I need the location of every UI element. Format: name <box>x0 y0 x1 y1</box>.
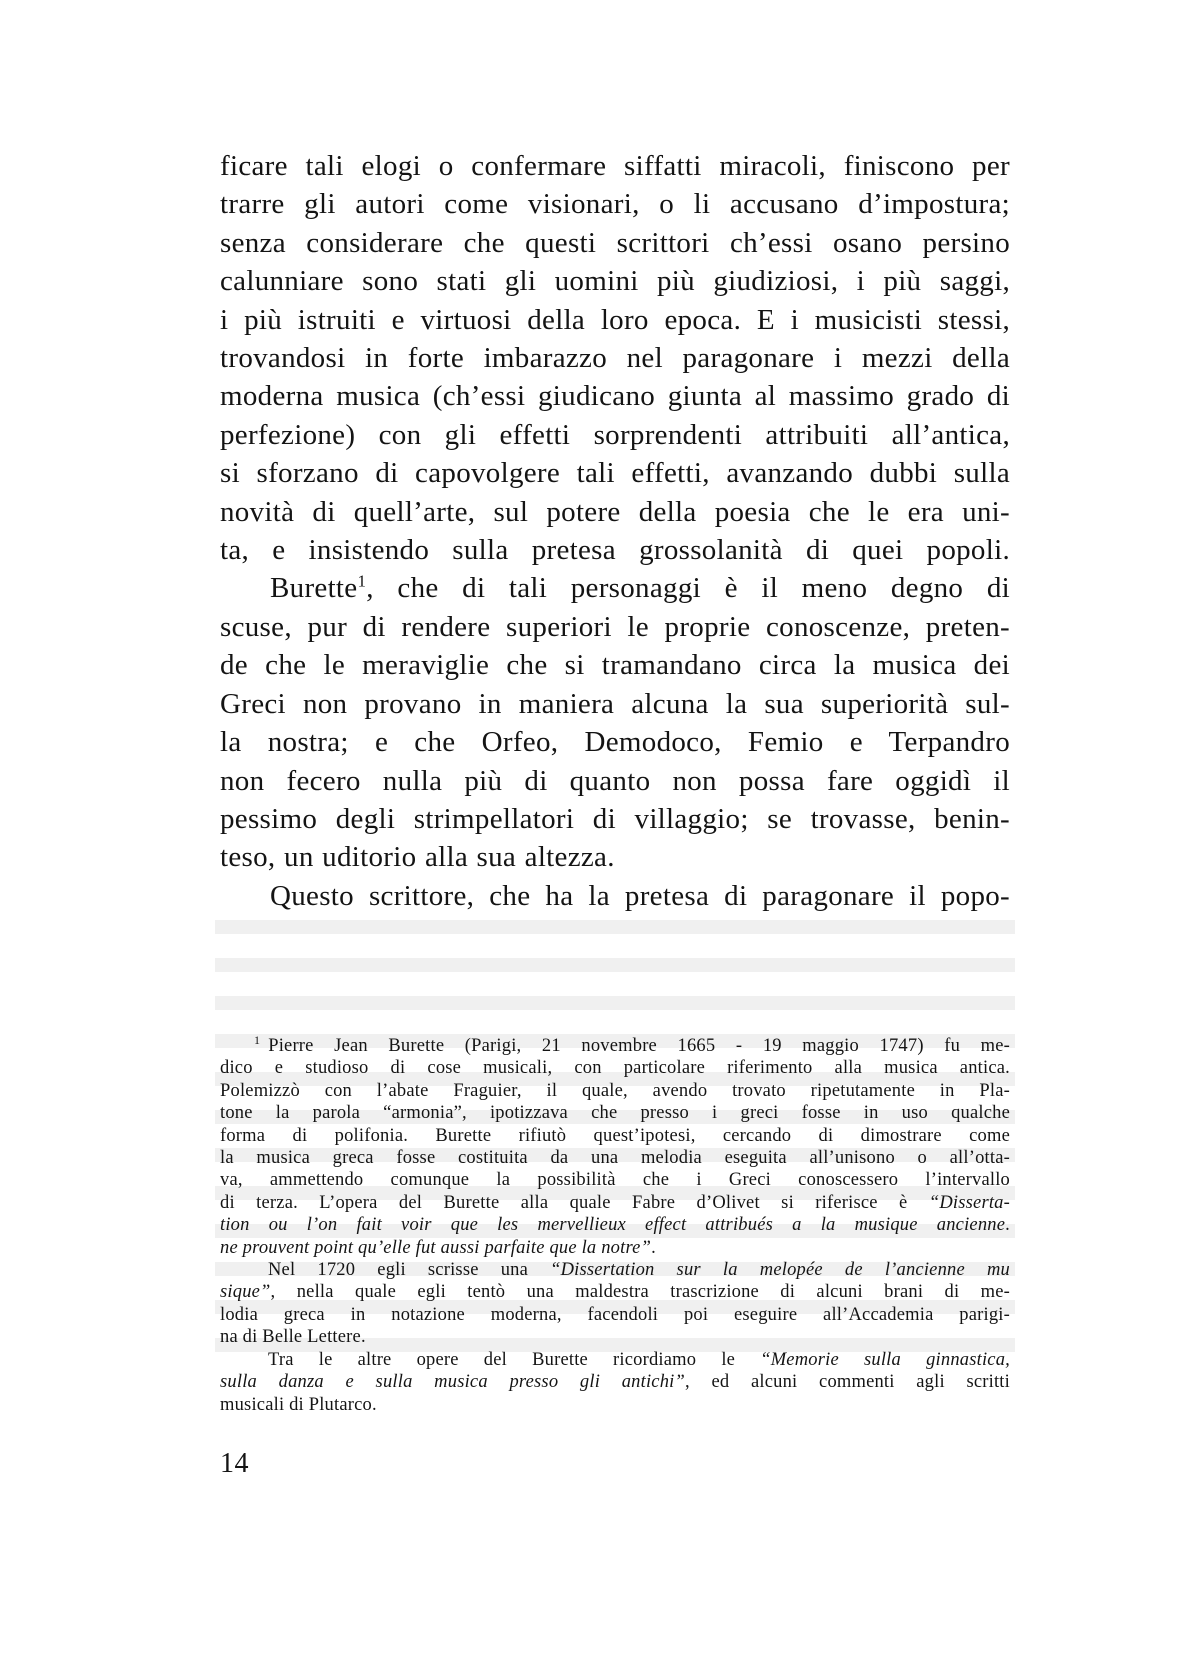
footnote-line: lodia greca in notazione moderna, facendoli poi eseguire all’Accademia parigi- <box>220 1304 1010 1325</box>
text-line: teso, un uditorio alla sua altezza. <box>220 841 615 874</box>
footnote-line <box>220 1032 1010 1057</box>
text-line: non fecero nulla più di quanto non possa fare oggidì il <box>220 764 1010 797</box>
main-text <box>220 147 1010 915</box>
text-fragment: Pierre Jean Burette (Parigi, 21 novembre 1665 - 19 maggio 1747) fu me- <box>268 1036 1010 1056</box>
footnote-line <box>220 1259 1010 1281</box>
text-line: moderna musica (ch’essi giudicano giunta al massimo grado di <box>220 380 1010 413</box>
footnote-line <box>220 1281 1010 1303</box>
text-line: trovandosi in forte imbarazzo nel paragonare i mezzi della <box>220 342 1010 375</box>
paragraph-3 <box>220 877 1010 915</box>
footnote-line: musicali di Plutarco. <box>220 1394 377 1415</box>
footnote-line: tone la parola “armonia”, ipotizzava che presso i greci fosse in uso qualche <box>220 1103 1010 1124</box>
book-title-italic: sulla danza e sulla musica presso gli antichi” <box>220 1372 685 1393</box>
text-line: Greci non provano in maniera alcuna la sua superiorità sul- <box>220 687 1010 720</box>
text-fragment: Tra le altre opere del Burette ricordiamo le <box>268 1349 761 1370</box>
text-line: de che le meraviglie che si tramandano circa la musica dei <box>220 649 1010 682</box>
footnote-line <box>220 1237 1010 1259</box>
text-line: la nostra; e che Orfeo, Demodoco, Femio e Terpandro <box>220 726 1010 759</box>
burette-word: Burette <box>270 572 358 605</box>
footnote-line: na di Belle Lettere. <box>220 1327 366 1348</box>
footnote-line: va, ammettendo comunque la possibilità che i Greci conoscessero l’intervallo <box>220 1170 1010 1191</box>
footnote-line: dico e studioso di cose musicali, con particolare riferimento alla musica antica. <box>220 1058 1010 1079</box>
footnote-mark: 1 <box>254 1032 261 1047</box>
footnote-line <box>220 1371 1010 1393</box>
footnote-block <box>220 1032 1010 1416</box>
book-title-italic: tion ou l’on fait voir que les mervellieux effect attribués a la musique ancienne <box>220 1215 1006 1236</box>
text-fragment: , ed alcuni commenti agli scritti <box>684 1372 1010 1393</box>
text-fragment: Nel 1720 egli scrisse una <box>268 1260 551 1281</box>
text-line: scuse, pur di rendere superiori le proprie conoscenze, preten- <box>220 610 1010 643</box>
book-title-italic: “Memorie sulla ginnastica, <box>760 1349 1010 1370</box>
book-title-italic: “Dissertation sur la melopée de l’ancienne mu <box>550 1260 1010 1281</box>
footnote-line <box>220 1214 1010 1236</box>
footnote-line <box>220 1192 1010 1214</box>
footnote-reference[interactable]: 1 <box>357 571 367 591</box>
text-fragment: , nella quale egli tentò una maldestra trascrizione di alcuni brani di me- <box>270 1282 1010 1303</box>
text-fragment: . <box>1005 1215 1010 1236</box>
text-line: si sforzano di capovolgere tali effetti, avanzando dubbi sulla <box>220 457 1010 490</box>
text-fragment: , che di tali personaggi è il meno degno di <box>366 572 1010 605</box>
paragraph-1 <box>220 147 1010 569</box>
book-title-italic: ne prouvent point qu’elle fut aussi parfaite que la notre” <box>220 1237 652 1258</box>
footnote-line: forma di polifonia. Burette rifiutò quest’ipotesi, cercando di dimostrare come <box>220 1125 1010 1146</box>
text-line: ficare tali elogi o confermare siffatti miracoli, finiscono per <box>220 150 1010 182</box>
text-line: calunniare sono stati gli uomini più giudiziosi, i più saggi, <box>220 265 1010 298</box>
book-title-italic: sique” <box>220 1282 271 1303</box>
text-line: senza considerare che questi scrittori ch’essi osano persino <box>220 226 1010 259</box>
footnote-line: Polemizzò con l’abate Fraguier, il quale, avendo trovato ripetutamente in Pla- <box>220 1080 1010 1101</box>
text-line: novità di quell’arte, sul potere della poesia che le era uni- <box>220 495 1010 528</box>
text-fragment: di terza. L’opera del Burette alla quale Fabre d’Olivet si riferisce è <box>220 1192 929 1213</box>
text-line: i più istruiti e virtuosi della loro epoca. E i musicisti stessi, <box>220 303 1010 336</box>
text-line: pessimo degli strimpellatori di villaggio; se trovasse, benin- <box>220 802 1010 835</box>
text-line: ta, e insistendo sulla pretesa grossolanità di quei popoli. <box>220 534 1010 567</box>
text-line: Questo scrittore, che ha la pretesa di paragonare il popo- <box>270 879 1010 912</box>
page-number: 14 <box>220 1448 249 1479</box>
book-title-italic: “Disserta- <box>928 1192 1010 1213</box>
text-fragment: . <box>651 1237 656 1258</box>
footnote-line <box>220 1349 1010 1371</box>
paragraph-2 <box>220 569 1010 876</box>
footnote-line: la musica greca fosse costituita da una melodia eseguita all’unisono o all’otta- <box>220 1148 1010 1169</box>
text-line <box>220 569 1010 607</box>
text-line: trarre gli autori come visionari, o li accusano d’impostura; <box>220 188 1010 221</box>
text-line: perfezione) con gli effetti sorprendenti attribuiti all’antica, <box>220 418 1010 451</box>
